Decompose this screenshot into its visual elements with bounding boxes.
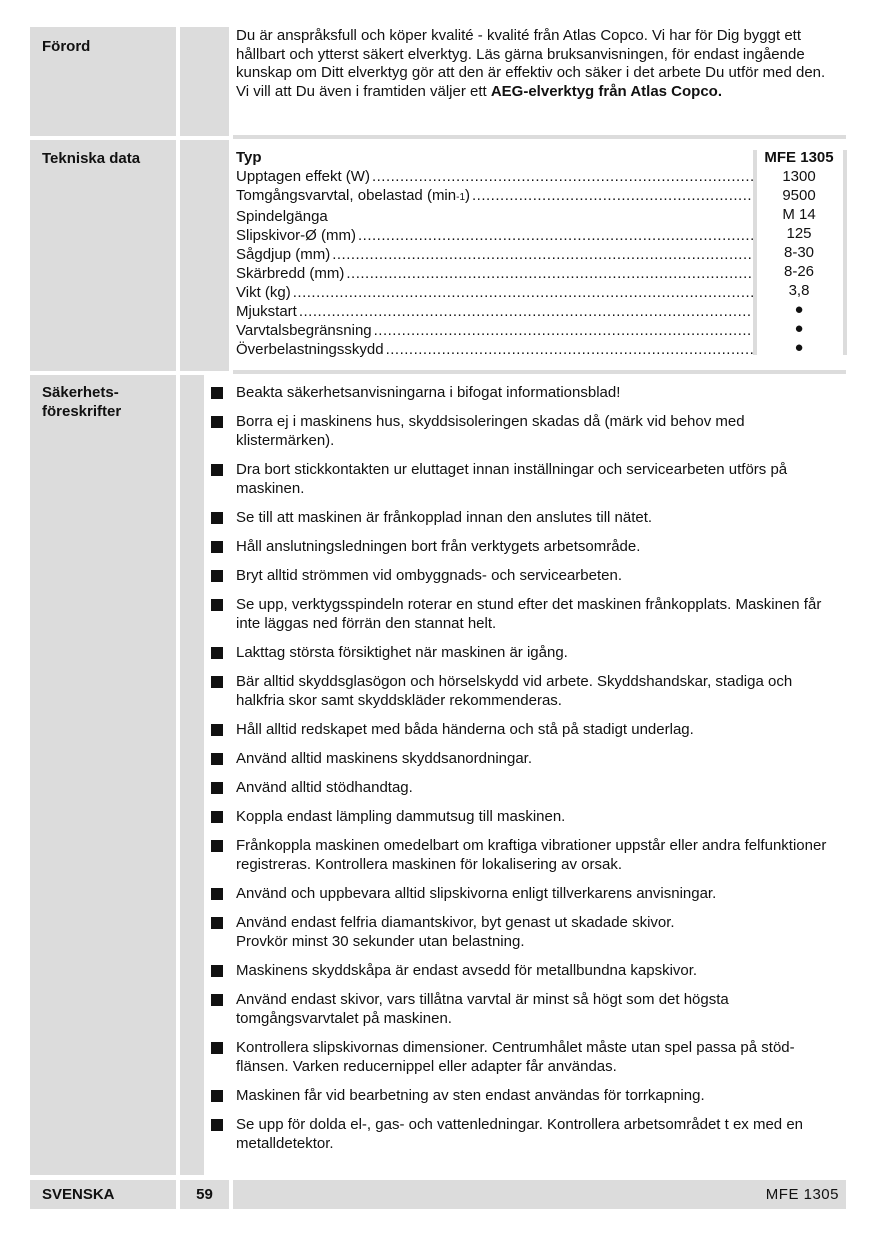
tech-row-leader-dots (299, 302, 754, 321)
tech-row (236, 245, 754, 264)
square-bullet-icon (211, 811, 223, 823)
square-bullet-icon (211, 888, 223, 900)
square-bullet-icon (211, 599, 223, 611)
safety-item-text: Maskinen får vid bearbetning av sten endast användas för torrkapning. (236, 1087, 705, 1104)
safety-item-text: Frånkoppla maskinen omedelbart om kraftiga vibrationer uppstår eller andra felfunktioner registreras. Kontrollera maskinen för lokalisering av orsak. (236, 837, 827, 873)
tech-label-bg (30, 140, 176, 371)
forord-title: Förord (42, 38, 91, 55)
tech-row-leader-dots (372, 167, 754, 186)
tech-table (236, 148, 754, 359)
safety-item (208, 383, 844, 402)
tech-row-label: Sågdjup (mm) (236, 246, 331, 263)
tech-row-label: Överbelastningsskydd (236, 341, 384, 358)
square-bullet-icon (211, 570, 223, 582)
safety-item-text: Maskinens skyddskåpa är endast avsedd för metallbundna kapskivor. (236, 962, 698, 979)
tech-row (236, 207, 754, 226)
tech-row-label-end: ) (465, 187, 471, 204)
square-bullet-icon (211, 647, 223, 659)
tech-row-label: Varvtalsbegränsning (236, 322, 372, 339)
forord-text (236, 27, 842, 101)
tech-gutter-bg (180, 140, 229, 371)
tech-bottom-rule (233, 370, 846, 374)
safety-item-text: Bryt alltid strömmen vid ombyggnads- och servicearbeten. (236, 567, 623, 584)
safety-item-text: Håll anslutningsledningen bort från verktygets arbetsområde. (236, 538, 641, 555)
tech-row-leader-dots (346, 264, 754, 283)
safety-item (208, 412, 844, 450)
tech-row-leader-dots (358, 226, 754, 245)
tech-divider-right (843, 150, 847, 355)
tech-row (236, 264, 754, 283)
tech-row-superscript: -1 (456, 192, 466, 203)
tech-row-value: ● (794, 320, 804, 337)
tech-row-leader-dots (472, 186, 754, 205)
safety-item-text: Använd alltid maskinens skyddsanordningar. (236, 750, 533, 767)
forord-body-bold: AEG-elverktyg från Atlas Copco. (490, 82, 723, 100)
safety-item (208, 460, 844, 498)
safety-item (208, 566, 844, 585)
tech-row (236, 321, 754, 340)
safety-item-text: Bär alltid skyddsglasögon och hörselskydd vid arbete. Skyddshandskar, stadiga och halkfria skor samt skyddskläder rekommenderas. (236, 673, 793, 709)
tech-row-leader-dots (374, 321, 754, 340)
safety-item-text: Använd endast felfria diamantskivor, byt genast ut skadade skivor. Provkör minst 30 sekunder utan belastning. (236, 914, 675, 950)
tech-row-value: ● (794, 301, 804, 318)
safety-item-text: Se upp för dolda el-, gas- och vattenledningar. Kontrollera arbetsområdet t ex med en metalldetektor. (236, 1116, 804, 1152)
safety-item (208, 884, 844, 903)
safety-item (208, 836, 844, 874)
tech-row-leader-dots (293, 283, 754, 302)
safety-item (208, 595, 844, 633)
safety-title (42, 383, 121, 421)
tech-header-row (236, 148, 754, 167)
tech-row-value: 8-26 (783, 263, 815, 280)
square-bullet-icon (211, 753, 223, 765)
tech-title: Tekniska data (42, 150, 141, 167)
safety-title-line1: Säkerhets- (42, 384, 119, 401)
safety-label-bg (30, 375, 176, 1175)
square-bullet-icon (211, 782, 223, 794)
square-bullet-icon (211, 387, 223, 399)
footer-language: SVENSKA (42, 1186, 115, 1203)
tech-row-label: Skärbredd (mm) (236, 265, 345, 282)
safety-item (208, 807, 844, 826)
tech-row (236, 283, 754, 302)
square-bullet-icon (211, 994, 223, 1006)
safety-item (208, 990, 844, 1028)
tech-row-value: ● (794, 339, 804, 356)
footer-model: MFE 1305 (765, 1186, 839, 1203)
square-bullet-icon (211, 512, 223, 524)
safety-item-text: Använd alltid stödhandtag. (236, 779, 413, 796)
safety-item-text: Dra bort stickkontakten ur eluttaget innan inställningar och servicearbeten utförs på maskinen. (236, 461, 788, 497)
safety-item (208, 913, 844, 951)
tech-header-label: Typ (236, 149, 262, 166)
safety-item (208, 1038, 844, 1076)
safety-item (208, 672, 844, 710)
safety-item-text: Se till att maskinen är frånkopplad innan den anslutes till nätet. (236, 509, 653, 526)
tech-row-label: Tomgångsvarvtal, obelastad (min (236, 187, 457, 204)
forord-gutter-bg (180, 27, 229, 136)
safety-title-line2: föreskrifter (42, 403, 122, 420)
tech-row-label: Mjukstart (236, 303, 297, 320)
safety-item-text: Koppla endast lämpling dammutsug till maskinen. (236, 808, 566, 825)
tech-row (236, 302, 754, 321)
safety-item (208, 508, 844, 527)
safety-gutter-bg (180, 375, 204, 1175)
square-bullet-icon (211, 676, 223, 688)
square-bullet-icon (211, 1042, 223, 1054)
forord-bottom-rule (233, 135, 846, 139)
tech-row-label: Spindelgänga (236, 208, 328, 225)
tech-row-value: 125 (786, 225, 812, 242)
square-bullet-icon (211, 1090, 223, 1102)
safety-item-text: Beakta säkerhetsanvisningarna i bifogat informationsblad! (236, 384, 621, 401)
tech-row-leader-dots (386, 340, 754, 359)
tech-row (236, 167, 754, 186)
square-bullet-icon (211, 917, 223, 929)
square-bullet-icon (211, 464, 223, 476)
tech-row-label: Slipskivor-Ø (mm) (236, 227, 356, 244)
safety-item (208, 537, 844, 556)
square-bullet-icon (211, 724, 223, 736)
safety-list (208, 383, 844, 1163)
tech-row-label: Upptagen effekt (W) (236, 168, 370, 185)
tech-row (236, 186, 754, 207)
tech-row-value: 9500 (782, 187, 816, 204)
square-bullet-icon (211, 416, 223, 428)
safety-item-text: Lakttag största försiktighet när maskinen är igång. (236, 644, 568, 661)
forord-body: Du är anspråksfull och köper kvalité - kvalité från Atlas Copco. Vi har för Dig byggt ett hållbart och ytterst säkert elverktyg. Läs gärna bruksanvisningen, för endast ingående kunskap om Ditt elverktyg gör att den är effektiv och säker i det arbete Du utför med den. Vi vill att Du även i framtiden väljer ett (236, 27, 826, 100)
tech-row-value: 1300 (782, 168, 816, 185)
tech-row-value: 3,8 (788, 282, 810, 299)
safety-item-text: Använd och uppbevara alltid slipskivorna enligt tillverkarens anvisningar. (236, 885, 717, 902)
tech-row (236, 226, 754, 245)
safety-item (208, 1086, 844, 1105)
safety-item-text: Kontrollera slipskivornas dimensioner. Centrumhålet måste utan spel passa på stöd-flänsen. Varken reducernippel eller adapter får användas. (236, 1039, 795, 1075)
safety-item-text: Använd endast skivor, vars tillåtna varvtal är minst så högt som det högsta tomgångsvarvtalet på maskinen. (236, 991, 729, 1027)
safety-item (208, 961, 844, 980)
tech-row-value: 8-30 (783, 244, 815, 261)
safety-item-text: Borra ej i maskinens hus, skyddsisoleringen skadas då (märk vid behov med klistermärken). (236, 413, 745, 449)
safety-item (208, 720, 844, 739)
tech-row (236, 340, 754, 359)
footer-page-number: 59 (196, 1186, 213, 1203)
square-bullet-icon (211, 541, 223, 553)
square-bullet-icon (211, 965, 223, 977)
tech-row-label: Vikt (kg) (236, 284, 291, 301)
safety-item (208, 1115, 844, 1153)
safety-item (208, 778, 844, 797)
tech-model-header: MFE 1305 (764, 149, 834, 166)
square-bullet-icon (211, 1119, 223, 1131)
safety-item (208, 749, 844, 768)
safety-item (208, 643, 844, 662)
safety-item-text: Håll alltid redskapet med båda händerna och stå på stadigt underlag. (236, 721, 694, 738)
tech-row-leader-dots (332, 245, 754, 264)
tech-value-column (757, 148, 841, 357)
square-bullet-icon (211, 840, 223, 852)
tech-row-value: M 14 (782, 206, 816, 223)
safety-item-text: Se upp, verktygsspindeln roterar en stund efter det maskinen frånkopplats. Maskinen får inte läggas ned förrän den stannat helt. (236, 596, 822, 632)
